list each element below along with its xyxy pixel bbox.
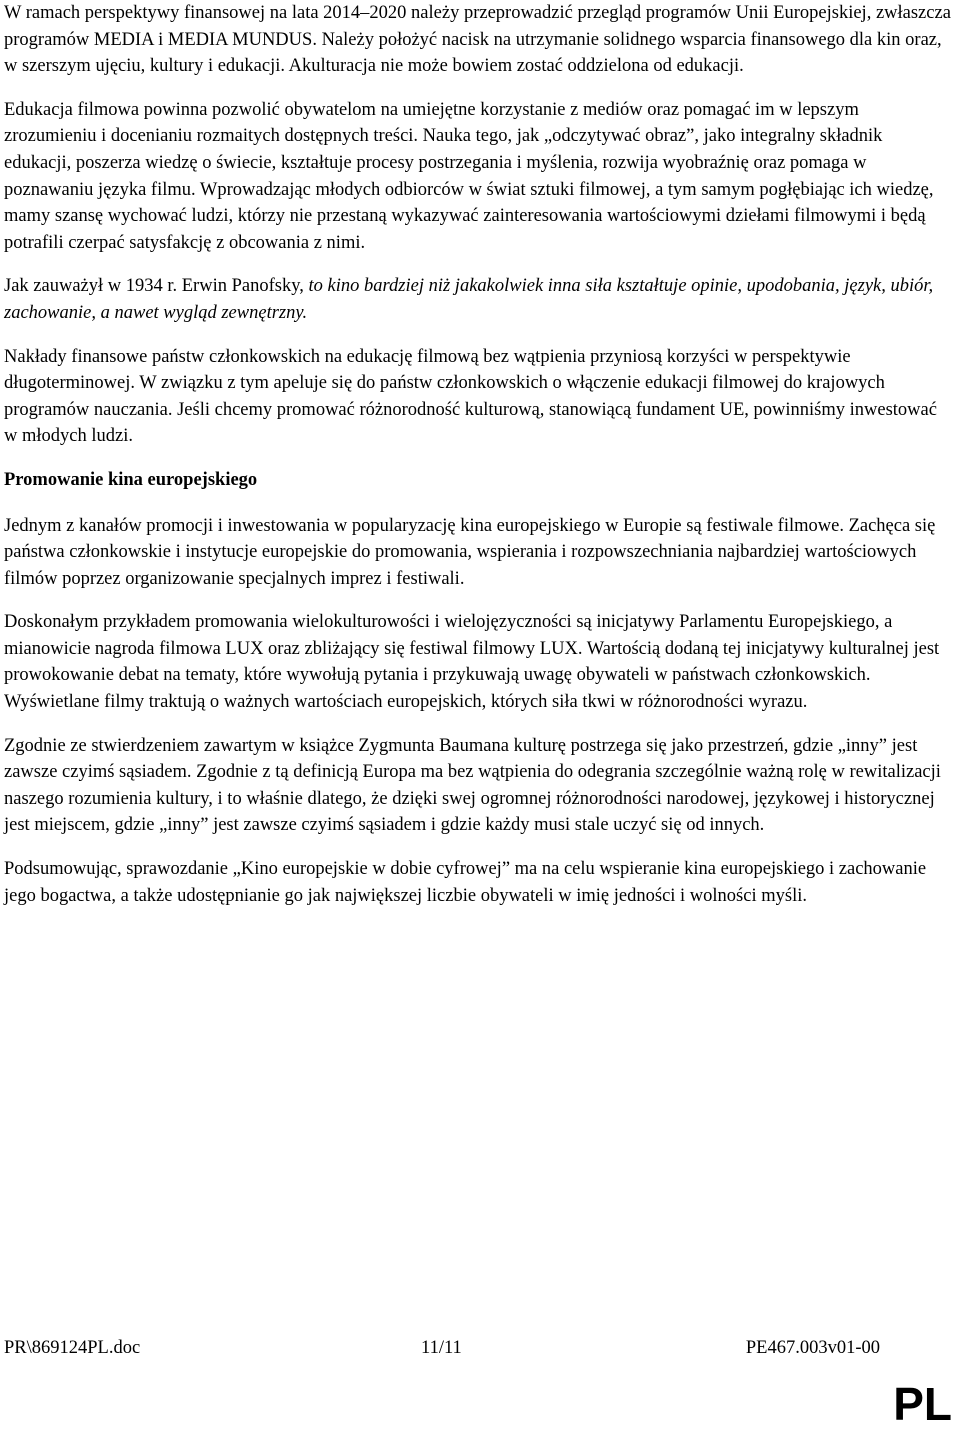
paragraph-lux-prize: Doskonałym przykładem promowania wielokulturowości i wielojęzyczności są inicjatywy Parlamentu Europejskiego, a mianowicie nagroda filmowa LUX oraz zbliżający się festiwal filmowy LUX. Wartością dodaną tej inicjatywy kulturalnej jest prowokowanie debat na tematy, które wywołują pytania i przykuwają uwagę obywateli w państwach członkowskich. Wyświetlane filmy traktują o ważnych wartościach europejskich, których siła tkwi w różnorodności wyrazu.: [4, 612, 940, 713]
paragraph-media-programmes: W ramach perspektywy finansowej na lata 2014–2020 należy przeprowadzić przegląd programów Unii Europejskiej, zwłaszcza programów MEDIA i MEDIA MUNDUS. Należy położyć nacisk na utrzymanie solidnego wsparcia finansowego dla kin oraz, w szerszym ujęciu, kultury i edukacji. Akulturacja nie może bowiem zostać oddzielona od edukacji.: [4, 3, 951, 77]
quote-italic: to kino bardziej niż jakakolwiek inna siła kształtuje opinie, upodobania, język, ubiór, zachowanie, a nawet wygląd zewnętrzny.: [4, 276, 934, 323]
language-mark: PL: [893, 1378, 952, 1430]
paragraph-bauman: Zgodnie ze stwierdzeniem zawartym w książce Zygmunta Baumana kulturę postrzega się jako przestrzeń, gdzie „inny” jest zawsze czyimś sąsiadem. Zgodnie z tą definicją Europa ma bez wątpienia do odegrania szczególnie ważną rolę w rewitalizacji naszego rozumienia kultury, i to właśnie dlatego, że dzięki swej ogromnej różnorodności narodowej, językowej i historycznej jest miejscem, gdzie „inny” jest zawsze czyimś sąsiadem i gdzie każdy musi stale uczyć się od innych.: [4, 735, 941, 836]
paragraph-summary: Podsumowując, sprawozdanie „Kino europejskie w dobie cyfrowej” ma na celu wspieranie kina europejskiego i zachowanie jego bogactwa, a także udostępnianie go jak największej liczbie obywateli w imię jedności i wolności myśli.: [4, 859, 927, 906]
paragraph-film-festivals: Jednym z kanałów promocji i inwestowania w popularyzację kina europejskiego w Europie są festiwale filmowe. Zachęca się państwa członkowskie i instytucje europejskie do promowania, wspierania i rozpowszechniania najbardziej wartościowych filmów poprzez organizowanie specjalnych imprez i festiwali.: [4, 515, 936, 589]
paragraph-financial-outlays: Nakłady finansowe państw członkowskich na edukację filmową bez wątpienia przyniosą korzyści w perspektywie długoterminowej. W związku z tym apeluje się do państw członkowskich o włączenie edukacji filmowej do krajowych programów nauczania. Jeśli chcemy promować różnorodność kulturową, stanowiącą fundament UE, powinniśmy inwestować w młodych ludzi.: [4, 346, 937, 447]
footer-document-code: PE467.003v01-00: [745, 1338, 880, 1358]
footer-page-number: 11/11: [421, 1338, 462, 1358]
footer-document-reference: PR\869124PL.doc: [4, 1338, 141, 1358]
paragraph-panofsky-quote: [4, 273, 954, 326]
paragraph-film-education: Edukacja filmowa powinna pozwolić obywatelom na umiejętne korzystanie z mediów oraz pomagać im w lepszym zrozumieniu i docenianiu rozmaitych dostępnych treści. Nauka tego, jak „odczytywać obraz”, jako integralny składnik edukacji, poszerza wiedzę o świecie, kształtuje procesy postrzegania i myślenia, rozwija wyobraźnię oraz pomaga w poznawaniu języka filmu. Wprowadzając młodych odbiorców w świat sztuki filmowej, a tym samym pogłębiając ich wiedzę, mamy szansę wychować ludzi, którzy nie przestaną wykazywać zainteresowania wartościowymi dziełami filmowymi i będą potrafili czerpać satysfakcję z obcowania z nimi.: [4, 99, 934, 253]
section-heading: Promowanie kina europejskiego: [4, 469, 258, 490]
quote-intro: Jak zauważył w 1934 r. Erwin Panofsky,: [4, 276, 309, 297]
document-body: [4, 0, 954, 926]
